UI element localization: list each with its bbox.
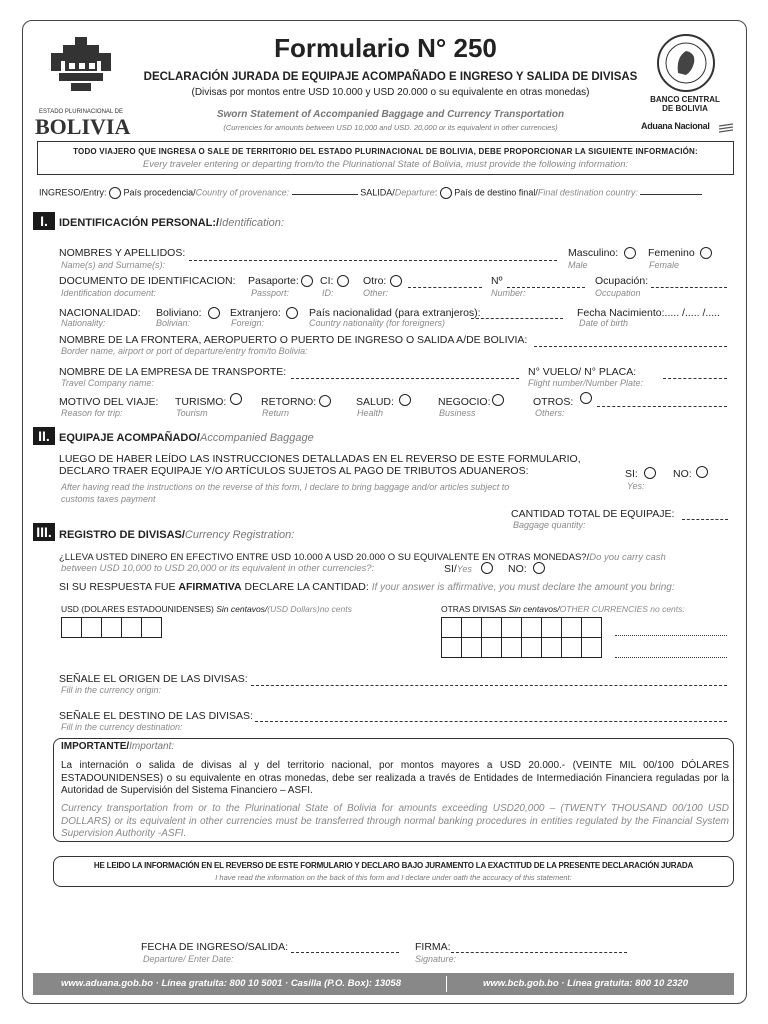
origin-label: SEÑALE EL ORIGEN DE LAS DIVISAS: bbox=[59, 673, 248, 685]
nationality-country-label-en: Country nationality (for foreigners) bbox=[309, 318, 446, 328]
birth-date-field[interactable]: Fecha Nacimiento:..... /..... /..... bbox=[577, 307, 720, 319]
female-label-en: Female bbox=[649, 260, 680, 270]
signature-field[interactable] bbox=[451, 952, 627, 953]
section-3-number: III. bbox=[33, 523, 55, 541]
destination-currency-label: SEÑALE EL DESTINO DE LAS DIVISAS: bbox=[59, 710, 253, 722]
form-subtitle-en: Sworn Statement of Accompanied Baggage and Currency Transportation bbox=[216, 109, 565, 120]
nationality-label-en: Nationality: bbox=[61, 318, 106, 328]
return-label: RETORNO: bbox=[261, 396, 317, 408]
trip-reason-label-en: Reason for trip: bbox=[61, 408, 123, 418]
other-doc-label-en: Other: bbox=[363, 288, 389, 298]
occupation-label-en: Occupation bbox=[595, 288, 641, 298]
entry-label: INGRESO/Entry: bbox=[39, 187, 107, 198]
important-title: IMPORTANTE/Important: bbox=[61, 741, 175, 752]
departure-radio[interactable] bbox=[440, 187, 452, 199]
bank-name-line2: DE BOLIVIA bbox=[662, 104, 708, 113]
aduana-logo-text: Aduana Nacional bbox=[641, 121, 710, 131]
others-label-en: Others: bbox=[535, 408, 565, 418]
nationality-label: NACIONALIDAD: bbox=[59, 307, 141, 319]
number-label: Nº bbox=[491, 275, 503, 287]
foreign-label: Extranjero: bbox=[230, 307, 281, 319]
date-field[interactable] bbox=[291, 952, 399, 953]
cash-question: ¿LLEVA USTED DINERO EN EFECTIVO ENTRE USD 10.000 A USD 20.000 O SU EQUIVALENTE EN OTRAS MONEDAS?/Do you carry cash bbox=[59, 552, 666, 563]
baggage-yes-radio[interactable] bbox=[644, 467, 656, 479]
baggage-quantity-label-en: Baggage quantity: bbox=[513, 520, 586, 530]
ci-label: CI: bbox=[320, 275, 334, 287]
cash-yes-label: SI/Yes bbox=[444, 563, 472, 575]
bolivian-radio[interactable] bbox=[208, 307, 220, 319]
passport-label-en: Passport: bbox=[251, 288, 290, 298]
usd-amount-boxes[interactable] bbox=[61, 617, 161, 638]
baggage-text-2: DECLARO TRAER EQUIPAJE Y/O ARTÍCULOS SUJETOS AL PAGO DE TRIBUTOS ADUANEROS: bbox=[59, 465, 529, 477]
section-2-title: EQUIPAJE ACOMPAÑADO/Accompanied Baggage bbox=[59, 432, 314, 444]
id-document-label-en: Identification document: bbox=[61, 288, 157, 298]
section-1-title: IDENTIFICACIÓN PERSONAL:/Identification: bbox=[59, 217, 284, 229]
return-label-en: Return bbox=[262, 408, 290, 418]
transport-company-label: NOMBRE DE LA EMPRESA DE TRANSPORTE: bbox=[59, 366, 287, 378]
health-label-en: Health bbox=[357, 408, 384, 418]
destination-currency-field[interactable] bbox=[255, 721, 727, 722]
date-label: FECHA DE INGRESO/SALIDA: bbox=[141, 941, 289, 953]
transport-company-field[interactable] bbox=[291, 378, 519, 379]
baggage-no-radio[interactable] bbox=[696, 466, 708, 478]
passport-radio[interactable] bbox=[301, 275, 313, 287]
departure-label: SALIDA/ bbox=[360, 187, 395, 198]
border-label: NOMBRE DE LA FRONTERA, AEROPUERTO O PUERTO DE INGRESO O SALIDA A/DE BOLIVIA: bbox=[59, 334, 528, 346]
nationality-country-field[interactable] bbox=[471, 318, 563, 319]
birth-date-label-en: Date of birth bbox=[579, 318, 629, 328]
signature-label: FIRMA: bbox=[415, 941, 451, 953]
cash-yes-radio[interactable] bbox=[481, 562, 493, 574]
male-label-en: Male bbox=[568, 260, 588, 270]
return-radio[interactable] bbox=[319, 395, 331, 407]
id-document-label: DOCUMENTO DE IDENTIFICACION: bbox=[59, 275, 236, 287]
form-subtitle-amounts: (Divisas por montos entre USD 10.000 y USD 20.000 o su equivalente en otras monedas) bbox=[191, 87, 590, 98]
passport-label: Pasaporte: bbox=[248, 275, 299, 287]
ci-label-en: ID: bbox=[322, 288, 334, 298]
departure-label-en: Departure bbox=[394, 187, 435, 198]
male-radio[interactable] bbox=[624, 247, 636, 259]
provenance-label: País procedencia/ bbox=[123, 187, 196, 198]
usd-label: USD (DOLARES ESTADOUNIDENSES) Sin centavos/(USD Dollars)no cents bbox=[61, 604, 352, 614]
other-currency-name-field-1[interactable] bbox=[615, 635, 727, 636]
number-label-en: Number: bbox=[491, 288, 526, 298]
section-2-number: II. bbox=[33, 427, 55, 445]
cash-no-radio[interactable] bbox=[533, 562, 545, 574]
form-title: Formulario N° 250 bbox=[274, 33, 497, 63]
border-label-en: Border name, airport or port of departure/entry from/to Bolivia: bbox=[61, 346, 308, 356]
others-radio[interactable] bbox=[580, 392, 592, 404]
bolivian-label-en: Bolivian: bbox=[156, 318, 191, 328]
health-label: SALUD: bbox=[356, 396, 394, 408]
provenance-field[interactable] bbox=[292, 194, 358, 195]
border-field[interactable] bbox=[534, 346, 727, 347]
important-text-en: Currency transportation from or to the Plurinational State of Bolivia for amounts exceeding USD20,000 – (TWENTY THOUSAND 00/100 USD DOLLARS) or its equivalent in other currencies must be transferred through normal banking procedures in entities regulated by the Financial System Supervision Authority -ASFI. bbox=[61, 803, 729, 839]
other-doc-field[interactable] bbox=[408, 287, 482, 288]
cash-question-en: between USD 10,000 to USD 20,000 or its equivalent in other currencies?: bbox=[61, 563, 375, 574]
footer-bar bbox=[33, 973, 734, 995]
business-label: NEGOCIO: bbox=[438, 396, 491, 408]
notice-text: TODO VIAJERO QUE INGRESA O SALE DE TERRITORIO DEL ESTADO PLURINACIONAL DE BOLIVIA, DEBE PROPORCIONAR LA SIGUIENTE INFORMACIÓN: bbox=[73, 147, 698, 156]
other-doc-label: Otro: bbox=[363, 275, 387, 287]
flight-field[interactable] bbox=[663, 378, 727, 379]
bcb-seal-icon bbox=[656, 33, 716, 93]
business-label-en: Business bbox=[439, 408, 476, 418]
foreign-label-en: Foreign: bbox=[231, 318, 265, 328]
occupation-field[interactable] bbox=[651, 287, 727, 288]
form-subtitle: DECLARACIÓN JURADA DE EQUIPAJE ACOMPAÑADO E INGRESO Y SALIDA DE DIVISAS bbox=[143, 71, 638, 83]
other-doc-radio[interactable] bbox=[390, 275, 402, 287]
business-radio[interactable] bbox=[492, 394, 504, 406]
logo-small-text: ESTADO PLURINACIONAL DE bbox=[39, 109, 124, 115]
other-currency-name-field-2[interactable] bbox=[615, 657, 727, 658]
foreign-radio[interactable] bbox=[286, 307, 298, 319]
form-subtitle-amounts-en: (Currencies for amounts between USD 10,000 and USD. 20,000 or its equivalent in other currencies) bbox=[223, 123, 558, 132]
provenance-label-en: Country of provenance: bbox=[195, 187, 290, 198]
occupation-label: Ocupación: bbox=[595, 275, 649, 287]
baggage-text-1: LUEGO DE HABER LEÍDO LAS INSTRUCCIONES DETALLADAS EN EL REVERSO DE ESTE FORMULARIO, bbox=[59, 453, 581, 465]
health-radio[interactable] bbox=[399, 394, 411, 406]
others-label: OTROS: bbox=[533, 396, 574, 408]
other-currency-boxes-row-1[interactable] bbox=[441, 617, 601, 638]
baggage-text-en-2: customs taxes payment bbox=[61, 494, 156, 504]
flight-label-en: Flight number/Number Plate: bbox=[528, 378, 644, 388]
female-label: Femenino bbox=[648, 247, 695, 259]
aduana-stripes-icon bbox=[719, 120, 733, 130]
flight-label: N° VUELO/ N° PLACA: bbox=[528, 366, 637, 378]
tourism-label: TURISMO: bbox=[175, 396, 227, 408]
entry-row: INGRESO/Entry: País procedencia/Country of provenance: SALIDA/Departure: País de destino final/Final destination country: bbox=[39, 187, 702, 199]
date-label-en: Departure/ Enter Date: bbox=[143, 954, 234, 964]
tourism-radio[interactable] bbox=[230, 393, 242, 405]
names-label-en: Name(s) and Surname(s): bbox=[61, 260, 166, 270]
section-1-number: I. bbox=[33, 212, 55, 230]
footer-divider bbox=[446, 976, 447, 992]
names-field[interactable] bbox=[189, 260, 557, 261]
baggage-yes-label: SI: bbox=[625, 468, 638, 480]
important-text-es: La internación o salida de divisas al y del territorio nacional, por montos mayores a USD 20.000.- (VEINTE MIL 00/100 DÓLARES ESTADOUNIDENSES) o su equivalente en otras monedas, debe ser realizada a través de Entidades de Intermediación Financiera reguladas por la Autoridad de Supervisión del Sistema Financiero – ASFI. bbox=[61, 760, 729, 796]
form-page bbox=[22, 20, 747, 1004]
bolivian-label: Boliviano: bbox=[156, 307, 202, 319]
female-radio[interactable] bbox=[700, 247, 712, 259]
origin-field[interactable] bbox=[251, 685, 727, 686]
baggage-yes-label-en: Yes: bbox=[627, 481, 645, 491]
logo-big-text: BOLIVIA bbox=[35, 114, 131, 139]
tourism-label-en: Tourism bbox=[176, 408, 208, 418]
signature-label-en: Signature: bbox=[415, 954, 457, 964]
baggage-quantity-label: CANTIDAD TOTAL DE EQUIPAJE: bbox=[511, 508, 675, 520]
baggage-text-en-1: After having read the instructions on the reverse of this form, I declare to bring baggage and/or articles subject to bbox=[61, 482, 510, 492]
transport-company-label-en: Travel Company name: bbox=[61, 378, 154, 388]
footer-aduana-info: www.aduana.gob.bo · Línea gratuita: 800 10 5001 · Casilla (P.O. Box): 13058 bbox=[61, 978, 401, 989]
trip-reason-label: MOTIVO DEL VIAJE: bbox=[59, 396, 159, 408]
baggage-quantity-field[interactable] bbox=[682, 519, 728, 520]
ci-radio[interactable] bbox=[337, 275, 349, 287]
other-currency-boxes-row-2[interactable] bbox=[441, 637, 601, 658]
baggage-no-label: NO: bbox=[673, 468, 692, 480]
other-currency-label: OTRAS DIVISAS Sin centavos/OTHER CURRENCIES no cents: bbox=[441, 604, 685, 614]
notice-text-en: Every traveler entering or departing from/to the Plurinational State of Bolivia, must provide the following information: bbox=[142, 159, 629, 170]
others-field[interactable] bbox=[597, 406, 727, 407]
destination-currency-label-en: Fill in the currency destination: bbox=[61, 722, 183, 732]
bank-name-line1: BANCO CENTRAL bbox=[650, 95, 720, 104]
names-label: NOMBRES Y APELLIDOS: bbox=[59, 247, 186, 259]
destination-field[interactable] bbox=[640, 194, 702, 195]
oath-text: HE LEIDO LA INFORMACIÓN EN EL REVERSO DE ESTE FORMULARIO Y DECLARO BAJO JURAMENTO LA EXACTITUD DE LA PRESENTE DECLARACIÓN JURADA bbox=[93, 861, 694, 870]
nationality-country-label: País nacionalidad (para extranjeros): bbox=[309, 307, 481, 319]
cash-no-label: NO: bbox=[508, 563, 527, 575]
affirmative-instruction: SI SU RESPUESTA FUE AFIRMATIVA DECLARE LA CANTIDAD: If your answer is affirmative, you must declare the amount you bring: bbox=[59, 581, 675, 593]
footer-bcb-info: www.bcb.gob.bo · Línea gratuita: 800 10 2320 bbox=[483, 978, 689, 989]
oath-text-en: I have read the information on the back of this form and I declare under oath the accuracy of this statement: bbox=[215, 873, 572, 882]
section-3-title: REGISTRO DE DIVISAS/Currency Registration: bbox=[59, 529, 295, 541]
destination-label: País de destino final/ bbox=[454, 187, 538, 198]
destination-label-en: Final destination country: bbox=[537, 187, 638, 198]
origin-label-en: Fill in the currency origin: bbox=[61, 685, 162, 695]
entry-radio[interactable] bbox=[109, 187, 121, 199]
male-label: Masculino: bbox=[568, 247, 619, 259]
